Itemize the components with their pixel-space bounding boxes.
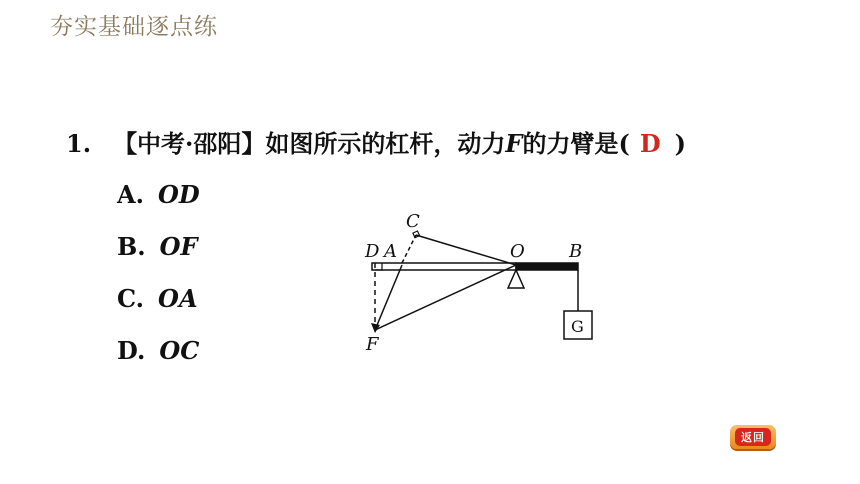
option-text: OF [159,232,198,261]
dashed-line-ac [402,235,416,263]
option-letter: B. [117,232,146,261]
question-text-before: 【中考·邵阳】如图所示的杠杆，动力 [113,129,506,158]
question-number: 1. [66,129,92,158]
label-a: A [384,241,397,262]
option-letter: C. [117,284,145,313]
force-symbol: F [505,129,523,158]
question-stem [66,124,686,159]
return-button-label: 返回 [735,428,771,446]
option-letter: D. [117,336,146,365]
line-co [416,235,516,265]
label-c: C [406,211,420,232]
close-paren: ) [674,129,686,158]
line-fo [375,265,516,330]
line-fa [375,265,402,330]
option-text: OD [157,180,200,209]
option-text: OA [158,284,198,313]
return-button[interactable] [730,425,776,449]
label-g: G [571,317,584,336]
question-text-after: 的力臂是( [522,129,630,158]
label-b: B [569,241,583,262]
lever-bar-right [516,263,578,270]
section-title: 夯实基础逐点练 [50,14,218,40]
lever-diagram [360,205,610,355]
option-c [117,284,198,313]
option-text: OC [159,336,200,365]
lever-bar-left [372,263,516,270]
option-a [117,180,200,209]
label-o: O [510,241,525,262]
answer-text: D [639,129,661,158]
option-b [117,232,198,261]
label-d: D [365,241,380,262]
option-letter: A. [117,180,144,209]
option-d [117,336,199,365]
label-f: F [366,334,379,355]
fulcrum [508,270,524,288]
